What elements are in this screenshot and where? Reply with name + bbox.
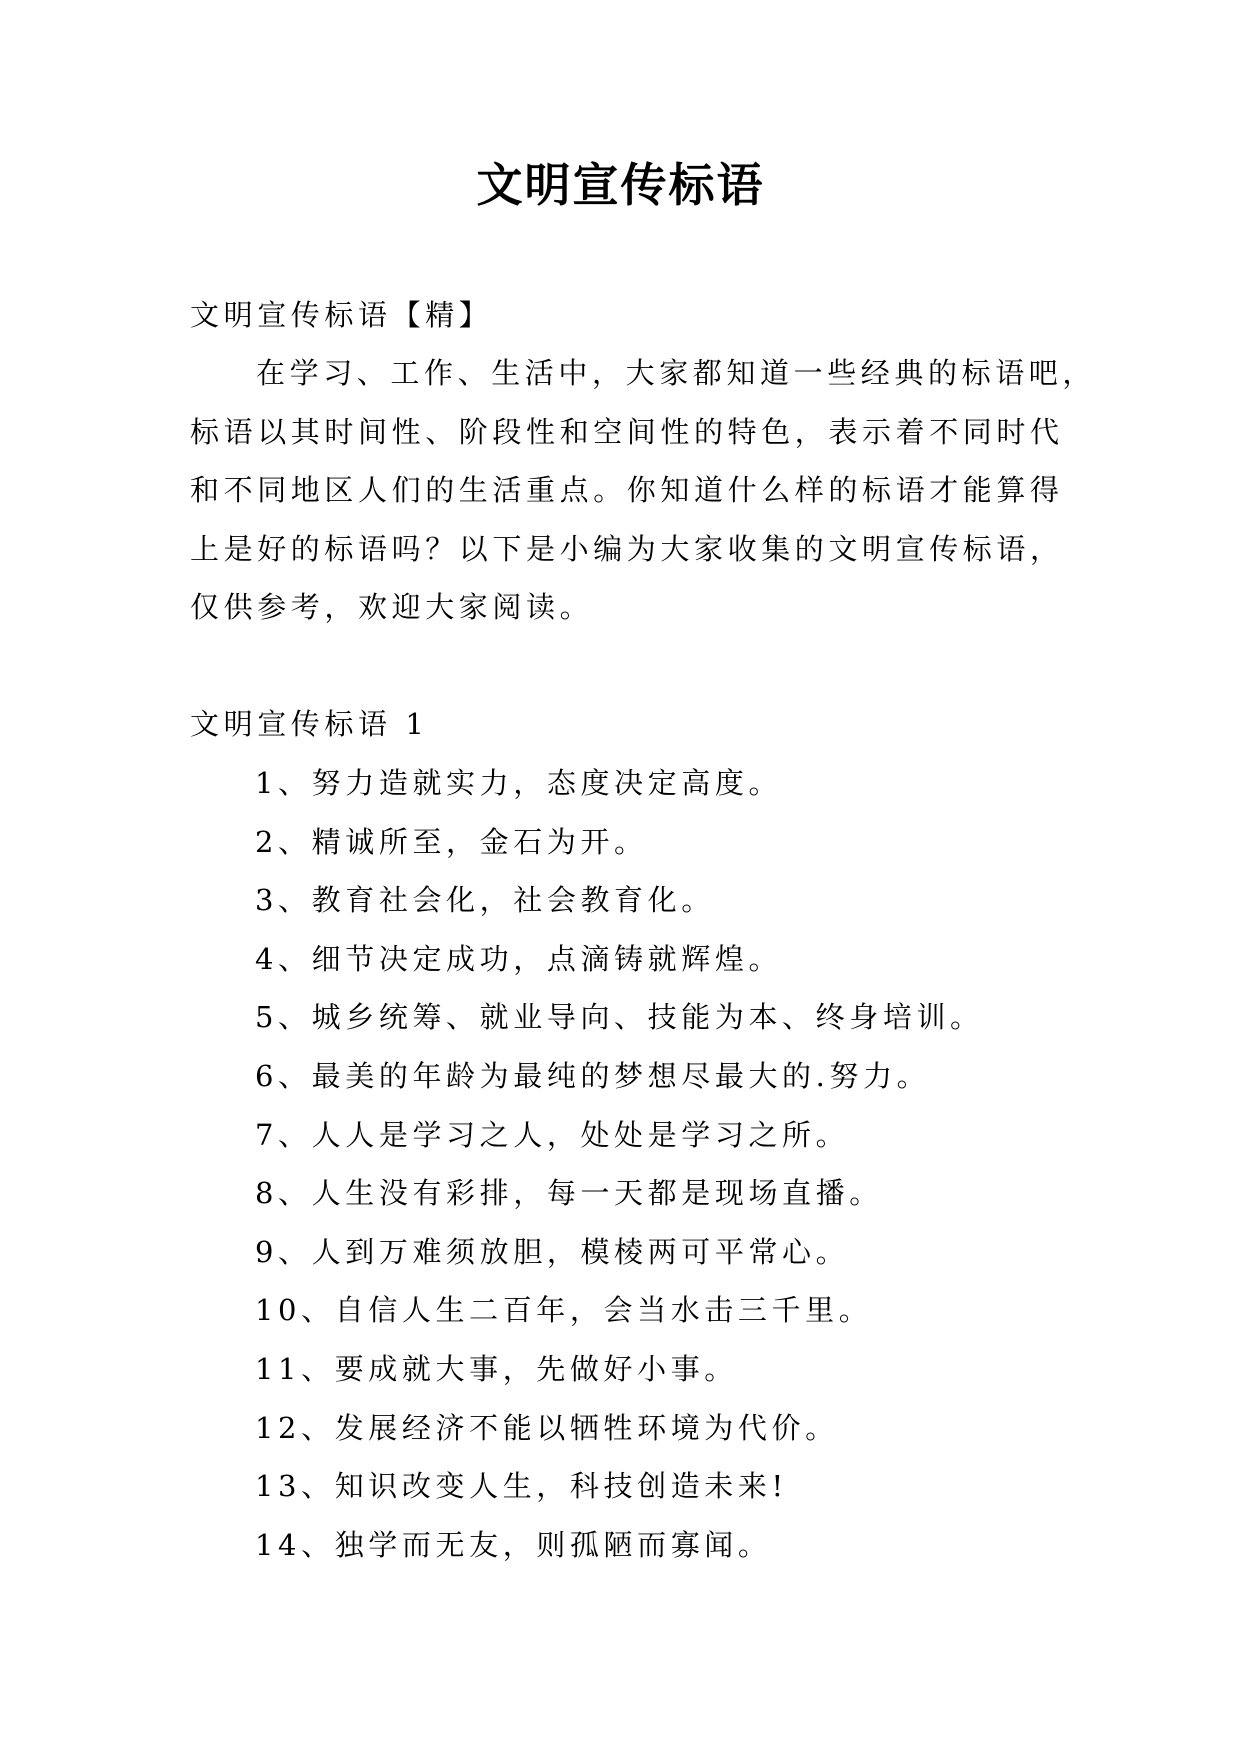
intro-line: 在学习、工作、生活中，大家都知道一些经典的标语吧， <box>256 356 1097 390</box>
slogan-item: 8、人生没有彩排，每一天都是现场直播。 <box>255 1176 883 1211</box>
document-title: 文明宣传标语 <box>476 158 765 212</box>
intro-line: 标语以其时间性、阶段性和空间性的特色，表示着不同时代 <box>190 414 1064 449</box>
intro-paragraph <box>190 344 1097 637</box>
slogan-item: 6、最美的年龄为最纯的梦想尽最大的.努力。 <box>255 1058 931 1093</box>
intro-line: 上是好的标语吗？以下是小编为大家收集的文明宣传标语， <box>190 531 1064 566</box>
intro-line: 和不同地区人们的生活重点。你知道什么样的标语才能算得 <box>190 473 1064 508</box>
slogan-item: 13、知识改变人生，科技创造未来! <box>255 1469 788 1504</box>
slogan-item: 2、精诚所至，金石为开。 <box>255 824 648 859</box>
section-heading: 文明宣传标语 1 <box>190 707 429 741</box>
document-subtitle: 文明宣传标语【精】 <box>190 298 493 332</box>
intro-line: 仅供参考，欢迎大家阅读。 <box>190 590 594 625</box>
slogan-item: 4、细节决定成功，点滴铸就辉煌。 <box>255 941 783 976</box>
slogan-item: 11、要成就大事，先做好小事。 <box>255 1351 738 1386</box>
slogan-item: 5、城乡统筹、就业导向、技能为本、终身培训。 <box>255 1000 984 1035</box>
slogan-item: 7、人人是学习之人，处处是学习之所。 <box>255 1117 850 1152</box>
slogan-item: 12、发展经济不能以牺牲环境为代价。 <box>255 1410 839 1445</box>
slogan-item: 9、人到万难须放胆，模棱两可平常心。 <box>255 1234 850 1269</box>
slogan-item: 10、自信人生二百年，会当水击三千里。 <box>255 1293 873 1328</box>
slogan-list <box>255 754 1135 1574</box>
slogan-item: 3、教育社会化，社会教育化。 <box>255 883 715 918</box>
slogan-item: 1、努力造就实力，态度决定高度。 <box>255 766 783 800</box>
slogan-item: 14、独学而无友，则孤陋而寡闻。 <box>255 1527 772 1562</box>
